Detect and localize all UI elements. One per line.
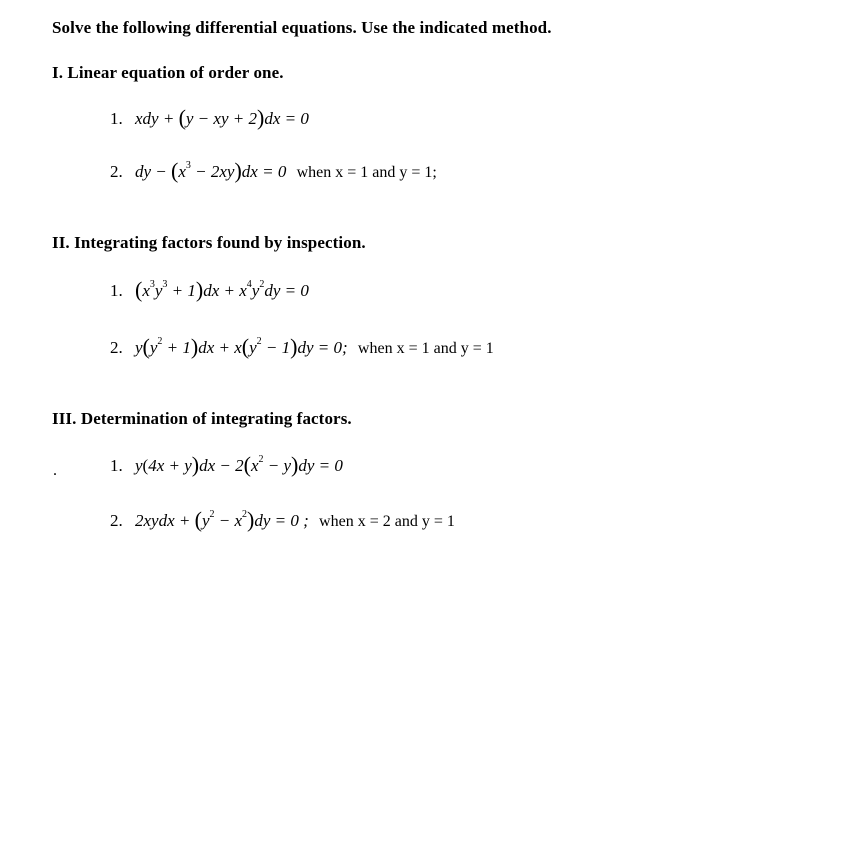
problem-number: 2. [110,338,123,357]
section-3-problem-2 [110,507,455,532]
equation: $(x^3y^3 + 1)dx + x^4y^2dy = 0$ [135,277,309,302]
problem-number: 2. [110,511,123,530]
equation: dy − $(x^3 - 2xy)dx = 0$ [135,158,287,183]
section-3-heading: III. Determination of integrating factors. [52,409,352,428]
initial-condition: when x = 1 and y = 1 [357,340,494,357]
equation: xdy + (y − xy + 2)dx = 0 [135,105,309,130]
section-1-problem-1 [110,105,309,130]
section-2-heading: II. Integrating factors found by inspection. [52,233,366,252]
equation: $y(4x + y)dx - 2(x^2 - y)dy = 0$ [135,452,343,477]
initial-condition: when x = 1 and y = 1; [296,164,437,181]
equation: $y(y^2 + 1)dx + x(y^2 - 1)dy = 0$; [135,334,348,359]
section-1-problem-2 [110,158,437,183]
problem-number: 1. [110,109,123,128]
section-2-problem-2 [110,334,494,359]
initial-condition: when x = 2 and y = 1 [319,513,455,530]
stray-mark: . [53,462,57,479]
section-1-heading: I. Linear equation of order one. [52,63,284,82]
problem-number: 1. [110,456,123,475]
equation: 2xydx + $(y^2 - x^2)dy = 0$ ; [135,507,309,532]
instructions: Solve the following differential equations. Use the indicated method. [52,18,552,37]
section-2-problem-1 [110,277,309,302]
problem-number: 1. [110,281,123,300]
problem-number: 2. [110,162,123,181]
section-3-problem-1 [110,452,343,477]
